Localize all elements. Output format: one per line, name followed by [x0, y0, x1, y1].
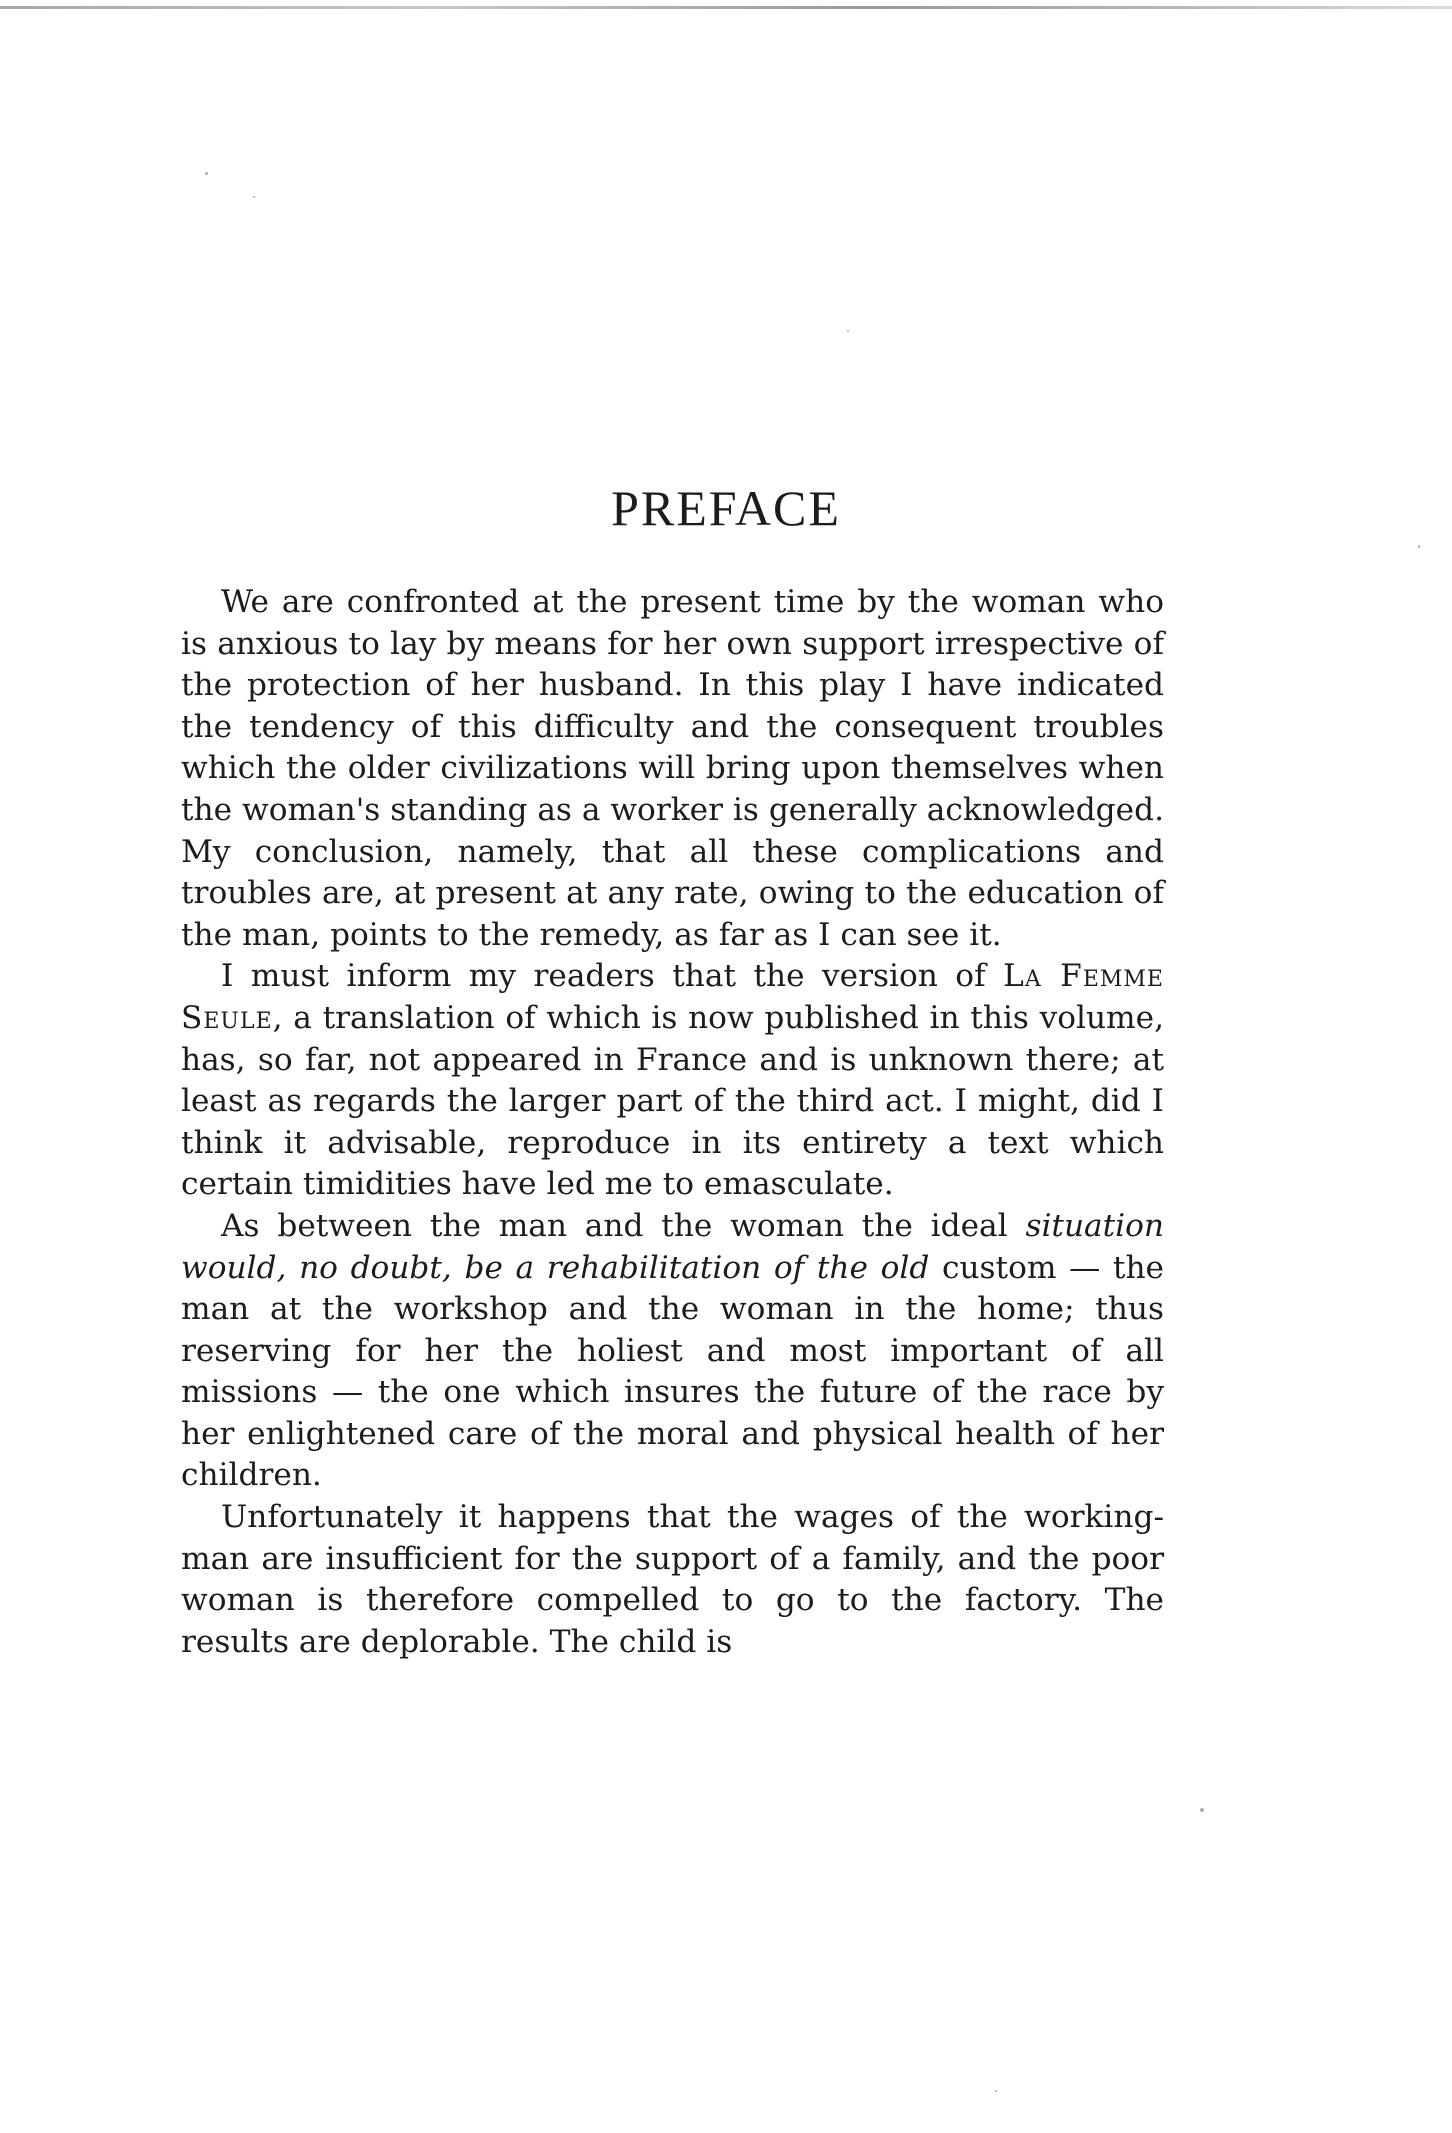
paragraph-2-lead: I must inform my readers that the version of — [221, 958, 1004, 995]
paragraph-3 — [181, 1206, 1164, 1497]
paper-speck — [253, 196, 255, 198]
paper-speck — [847, 330, 849, 332]
paper-speck — [1418, 545, 1420, 548]
paragraph-2 — [181, 956, 1164, 1206]
paragraph-2-rest: , a translation of which is now published in this volume, has, so far, not appeared in France and is unknown there; at least as regards the larger part of the third act. I might, did I think it advisable, reproduce in its entirety a text which certain timidities have led me to emasculate. — [181, 999, 1164, 1203]
paragraph-3-rest: custom — the man at the workshop and the woman in the home; thus reserving for her the holiest and most important of all missions — the one which insures the future of the race by her enlightened care of the moral and physical health of her children. — [181, 1249, 1165, 1494]
preface-body — [181, 582, 1164, 1663]
page-top-edge-rule — [0, 6, 1452, 9]
paragraph-1: We are confronted at the present time by the woman who is anxious to lay by means for her own support irrespective of the protection of her husband. In this play I have indicated the tendency of this difficulty and the consequent troubles which the older civilizations will bring upon themselves when the woman's standing as a worker is generally acknowledged. My conclusion, namely, that all these complications and troubles are, at present at any rate, owing to the education of the man, points to the remedy, as far as I can see it. — [181, 584, 1164, 953]
play-title: La Femme Seule — [181, 958, 1164, 1036]
paragraph-4: Unfortunately it happens that the wages of the working-man are insufficient for the support of a family, and the poor woman is therefore compelled to go to the factory. The results are deplorable. The child is — [181, 1499, 1164, 1660]
page-heading: PREFACE — [611, 480, 841, 536]
paper-speck — [205, 172, 208, 175]
paper-speck — [995, 2090, 997, 2092]
paragraph-3-italic: situation would, no doubt, be a rehabilitation of the old — [181, 1207, 1164, 1286]
paper-speck — [1200, 1808, 1204, 1812]
paragraph-3-lead: As between the man and the woman the ideal — [221, 1207, 1026, 1244]
